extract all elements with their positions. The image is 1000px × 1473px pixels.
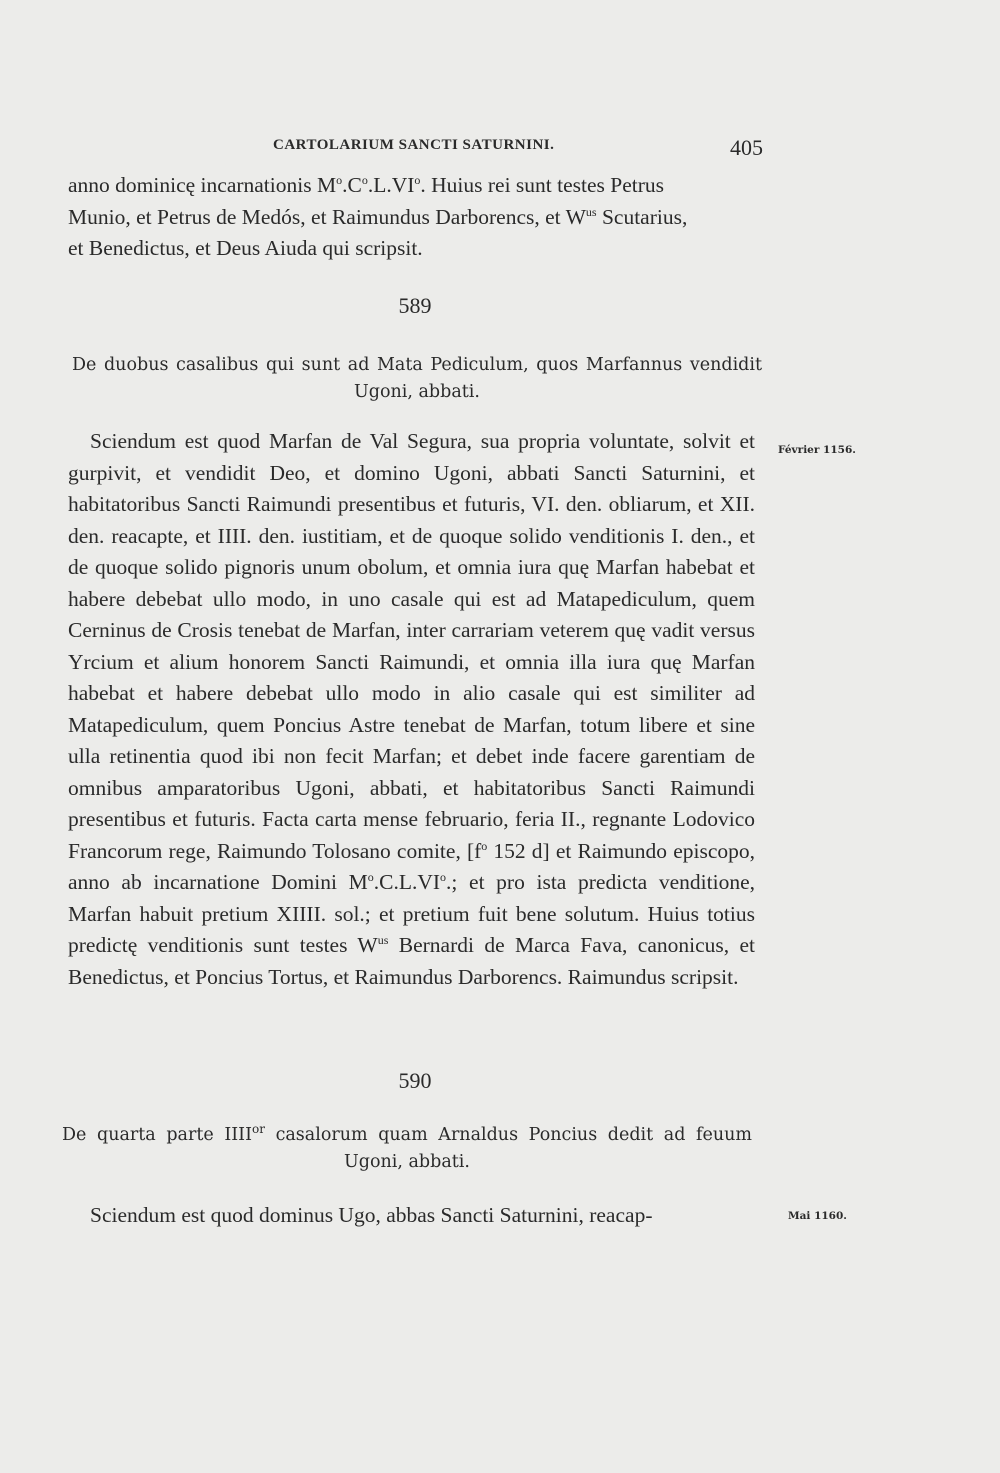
page-number: 405 [730, 135, 763, 160]
charter-title-590: De quarta parte $IIII^{or}$ casalorum quam Arnaldus Poncius dedit ad feuum Ugoni, abbati. [62, 1122, 753, 1172]
charter-title-589: De duobus casalibus qui sunt ad Mata Pediculum, quos Marfannus vendidit Ugoni, abbati. [72, 355, 762, 402]
page-header [68, 135, 763, 161]
margin-date-589: Février 1156. [778, 444, 856, 456]
charter-body-590: Sciendum est quod dominus Ugo, abbas Sancti Saturnini, reacap- [90, 1203, 653, 1227]
charter-number-589: 589 [398, 293, 432, 318]
charter-body-589: Sciendum est quod Marfan de Val Segura, sua propria voluntate, solvit et gurpivit, et vendidit Deo, et domino Ugoni, abbati Sancti Saturnini, et habitatoribus Sancti Raimundi presentibus et futuris, VI. den. obliarum, et XII. den. reacapte, et IIII. den. iustitiam, et de quoque solido venditionis I. den., et de quoque solido pignoris unum obolum, et omnia iura quę Marfan habebat et habere debebat ullo modo, in uno casale qui est ad Matapediculum, quem Cerninus de Crosis tenebat de Marfan, inter carrariam veterem quę vadit versus Yrcium et alium honorem Sancti Raimundi, et omnia illa iura quę Marfan habebat et habere debebat ullo modo in alio casale qui est similiter ad Matapediculum, quem Poncius Astre tenebat de Marfan, totum libere et sine ulla retinentia quod ibi non fecit Marfan; et debet inde facere garentiam de omnibus amparatoribus Ugoni, abbati, et habitatoribus Sancti Raimundi presentibus et futuris. Facta carta mense februario, feria II., regnante Lodovico Francorum rege, Raimundo Tolosano comite, [$f^o$ 152 d] et Raimundo episcopo, anno ab incarnatione Domini $M^o.C.L.VI^o$.; et pro ista predicta venditione, Marfan habuit pretium XIIII. sol.; et pretium fuit bene solutum. Huius totius predictę venditionis sunt testes $W^{us}$ Bernardi de Marca Fava, canonicus, et Benedictus, et Poncius Tortus, et Raimundus Darborencs. Raimundus scripsit. [68, 429, 755, 989]
charter-number-590: 590 [398, 1068, 432, 1093]
margin-date-590: Mai 1160. [788, 1210, 847, 1222]
running-title: CARTOLARIUM SANCTI SATURNINI. [273, 137, 555, 153]
continuation-text: anno dominicę incarnationis $M^o.C^o.L.VI^o$. Huius rei sunt testes Petrus Munio, et Petrus de Medós, et Raimundus Darborencs, et $W^{us}$ Scutarius, et Benedictus, et Deus Aiuda qui scripsit. [68, 172, 688, 260]
